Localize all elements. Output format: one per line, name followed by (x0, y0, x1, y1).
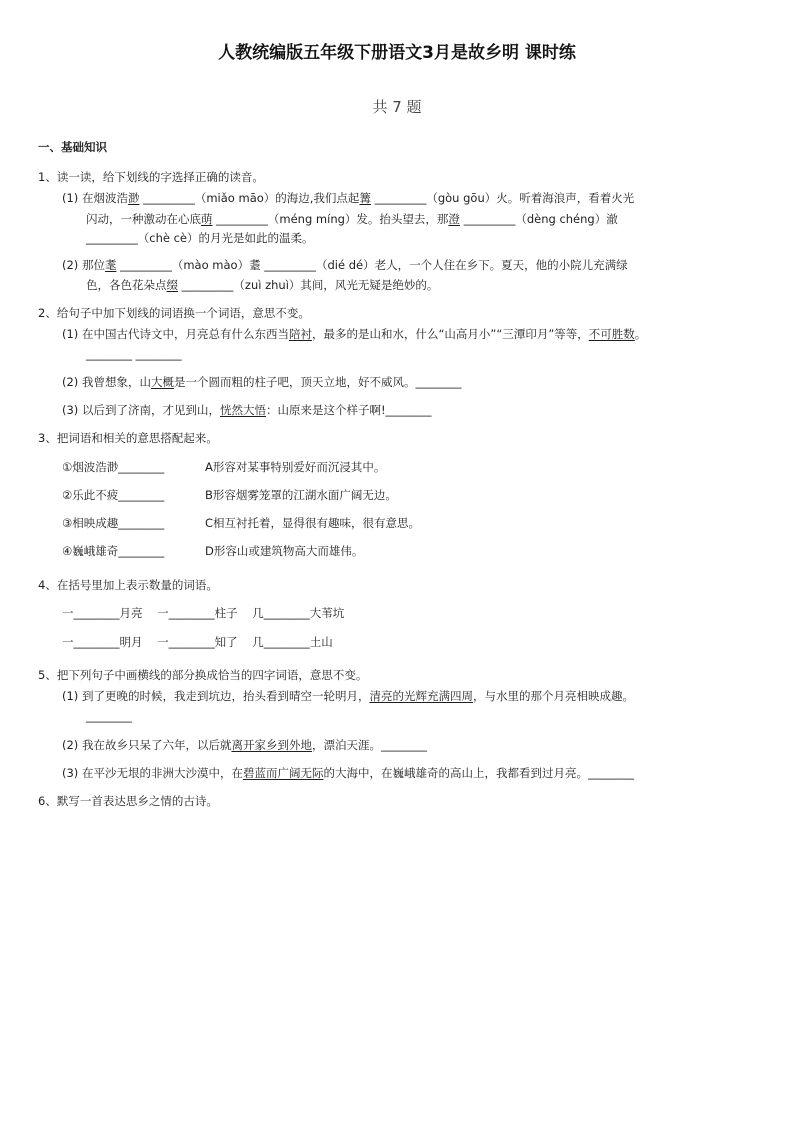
question-5-item-2: (2) 我在故乡只呆了六年，以后就离开家乡到外地，漂泊天涯。________ (62, 738, 427, 752)
question-1-item-1-line-1: (1) 在烟波浩渺 _________（miǎo māo）的海边,我们点起篝 _________（gòu gōu）火。听着海浪声，看着火光 (62, 191, 635, 205)
answer-blank: ________ (86, 709, 132, 723)
answer-blanks: ________ ________ (86, 347, 182, 361)
underlined-phrase: 离开家乡到外地 (231, 738, 312, 752)
match-definition: D形容山或建筑物高大而雄伟。 (205, 544, 364, 558)
underlined-phrase: 碧蓝而广阔无际 (242, 766, 324, 780)
question-2-prompt: 2、给句子中加下划线的词语换一个词语，意思不变。 (38, 306, 310, 320)
match-definition: C相互衬托着，显得很有趣味，很有意思。 (205, 516, 421, 530)
question-4-prompt: 4、在括号里加上表示数量的词语。 (38, 578, 218, 592)
match-term: ③相映成趣________ (62, 516, 165, 530)
underlined-word: 不可胜数 (588, 327, 635, 341)
underlined-char: 缀 (166, 278, 178, 292)
underlined-char: 篝 (359, 191, 371, 205)
question-1-prompt: 1、读一读，给下划线的字选择正确的读音。 (38, 170, 264, 184)
match-term: ②乐此不疲________ (62, 488, 165, 502)
match-term: ④巍峨雄奇________ (62, 544, 165, 558)
question-1-item-1-line-3: _________（chè cè）的月光是如此的温柔。 (86, 231, 314, 245)
section-heading: 一、基础知识 (38, 140, 107, 154)
question-5-item-1: (1) 到了更晚的时候，我走到坑边，抬头看到晴空一轮明月，清亮的光辉充满四周，与水里的那个月亮相映成趣。 (62, 689, 634, 703)
underlined-char: 澄 (448, 212, 460, 226)
page-title: 人教统编版五年级下册语文3月是故乡明 课时练 (218, 43, 576, 63)
question-6-prompt: 6、默写一首表达思乡之情的古诗。 (38, 794, 218, 808)
match-definition: A形容对某事特别爱好而沉浸其中。 (205, 460, 386, 474)
underlined-word: 恍然大悟 (219, 403, 266, 417)
underlined-char: 耄 (104, 258, 117, 272)
question-1-item-2-line-1: (2) 那位耄 _________（mào mào）耋 _________（dié dé）老人，一个人住在乡下。夏天，他的小院儿充满绿 (62, 258, 628, 272)
question-5-item-3: (3) 在平沙无垠的非洲大沙漠中，在碧蓝而广阔无际的大海中，在巍峨雄奇的高山上，我都看到过月亮。________ (62, 766, 634, 780)
question-3-prompt: 3、把词语和相关的意思搭配起来。 (38, 431, 218, 445)
underlined-char: 渺 (127, 191, 140, 205)
question-2-item-1: (1) 在中国古代诗文中，月亮总有什么东西当陪衬，最多的是山和水，什么“山高月小”“三潭印月”等等，不可胜数。 (62, 327, 647, 341)
question-count: 共 7 题 (372, 98, 422, 116)
underlined-phrase: 清亮的光辉充满四周 (369, 689, 473, 703)
question-2-item-3: (3) 以后到了济南，才见到山，恍然大悟：山原来是这个样子啊!________ (62, 403, 432, 417)
match-definition: B形容烟雾笼罩的江湖水面广阔无边。 (205, 488, 397, 502)
question-4-row-1: 一________月亮 一________柱子 几________大苇坑 (62, 606, 345, 620)
underlined-word: 大概 (150, 375, 174, 389)
underlined-word: 陪衬 (288, 327, 312, 341)
question-5-prompt: 5、把下列句子中画横线的部分换成恰当的四字词语，意思不变。 (38, 668, 368, 682)
question-1-item-2-line-2: 色，各色花朵点缀 _________（zuì zhuì）其间，风光无疑是绝妙的。 (86, 278, 439, 292)
match-term: ①烟波浩渺________ (62, 460, 165, 474)
question-4-row-2: 一________明月 一________知了 几________土山 (62, 635, 333, 649)
question-2-item-2: (2) 我曾想象，山大概是一个圆而粗的柱子吧，顶天立地，好不威风。________ (62, 375, 462, 389)
question-1-item-1-line-2: 闪动，一种激动在心底萌 _________（méng míng）发。抬头望去，那澄 _________（dèng chéng）澈 (86, 212, 618, 226)
underlined-char: 萌 (201, 212, 213, 226)
